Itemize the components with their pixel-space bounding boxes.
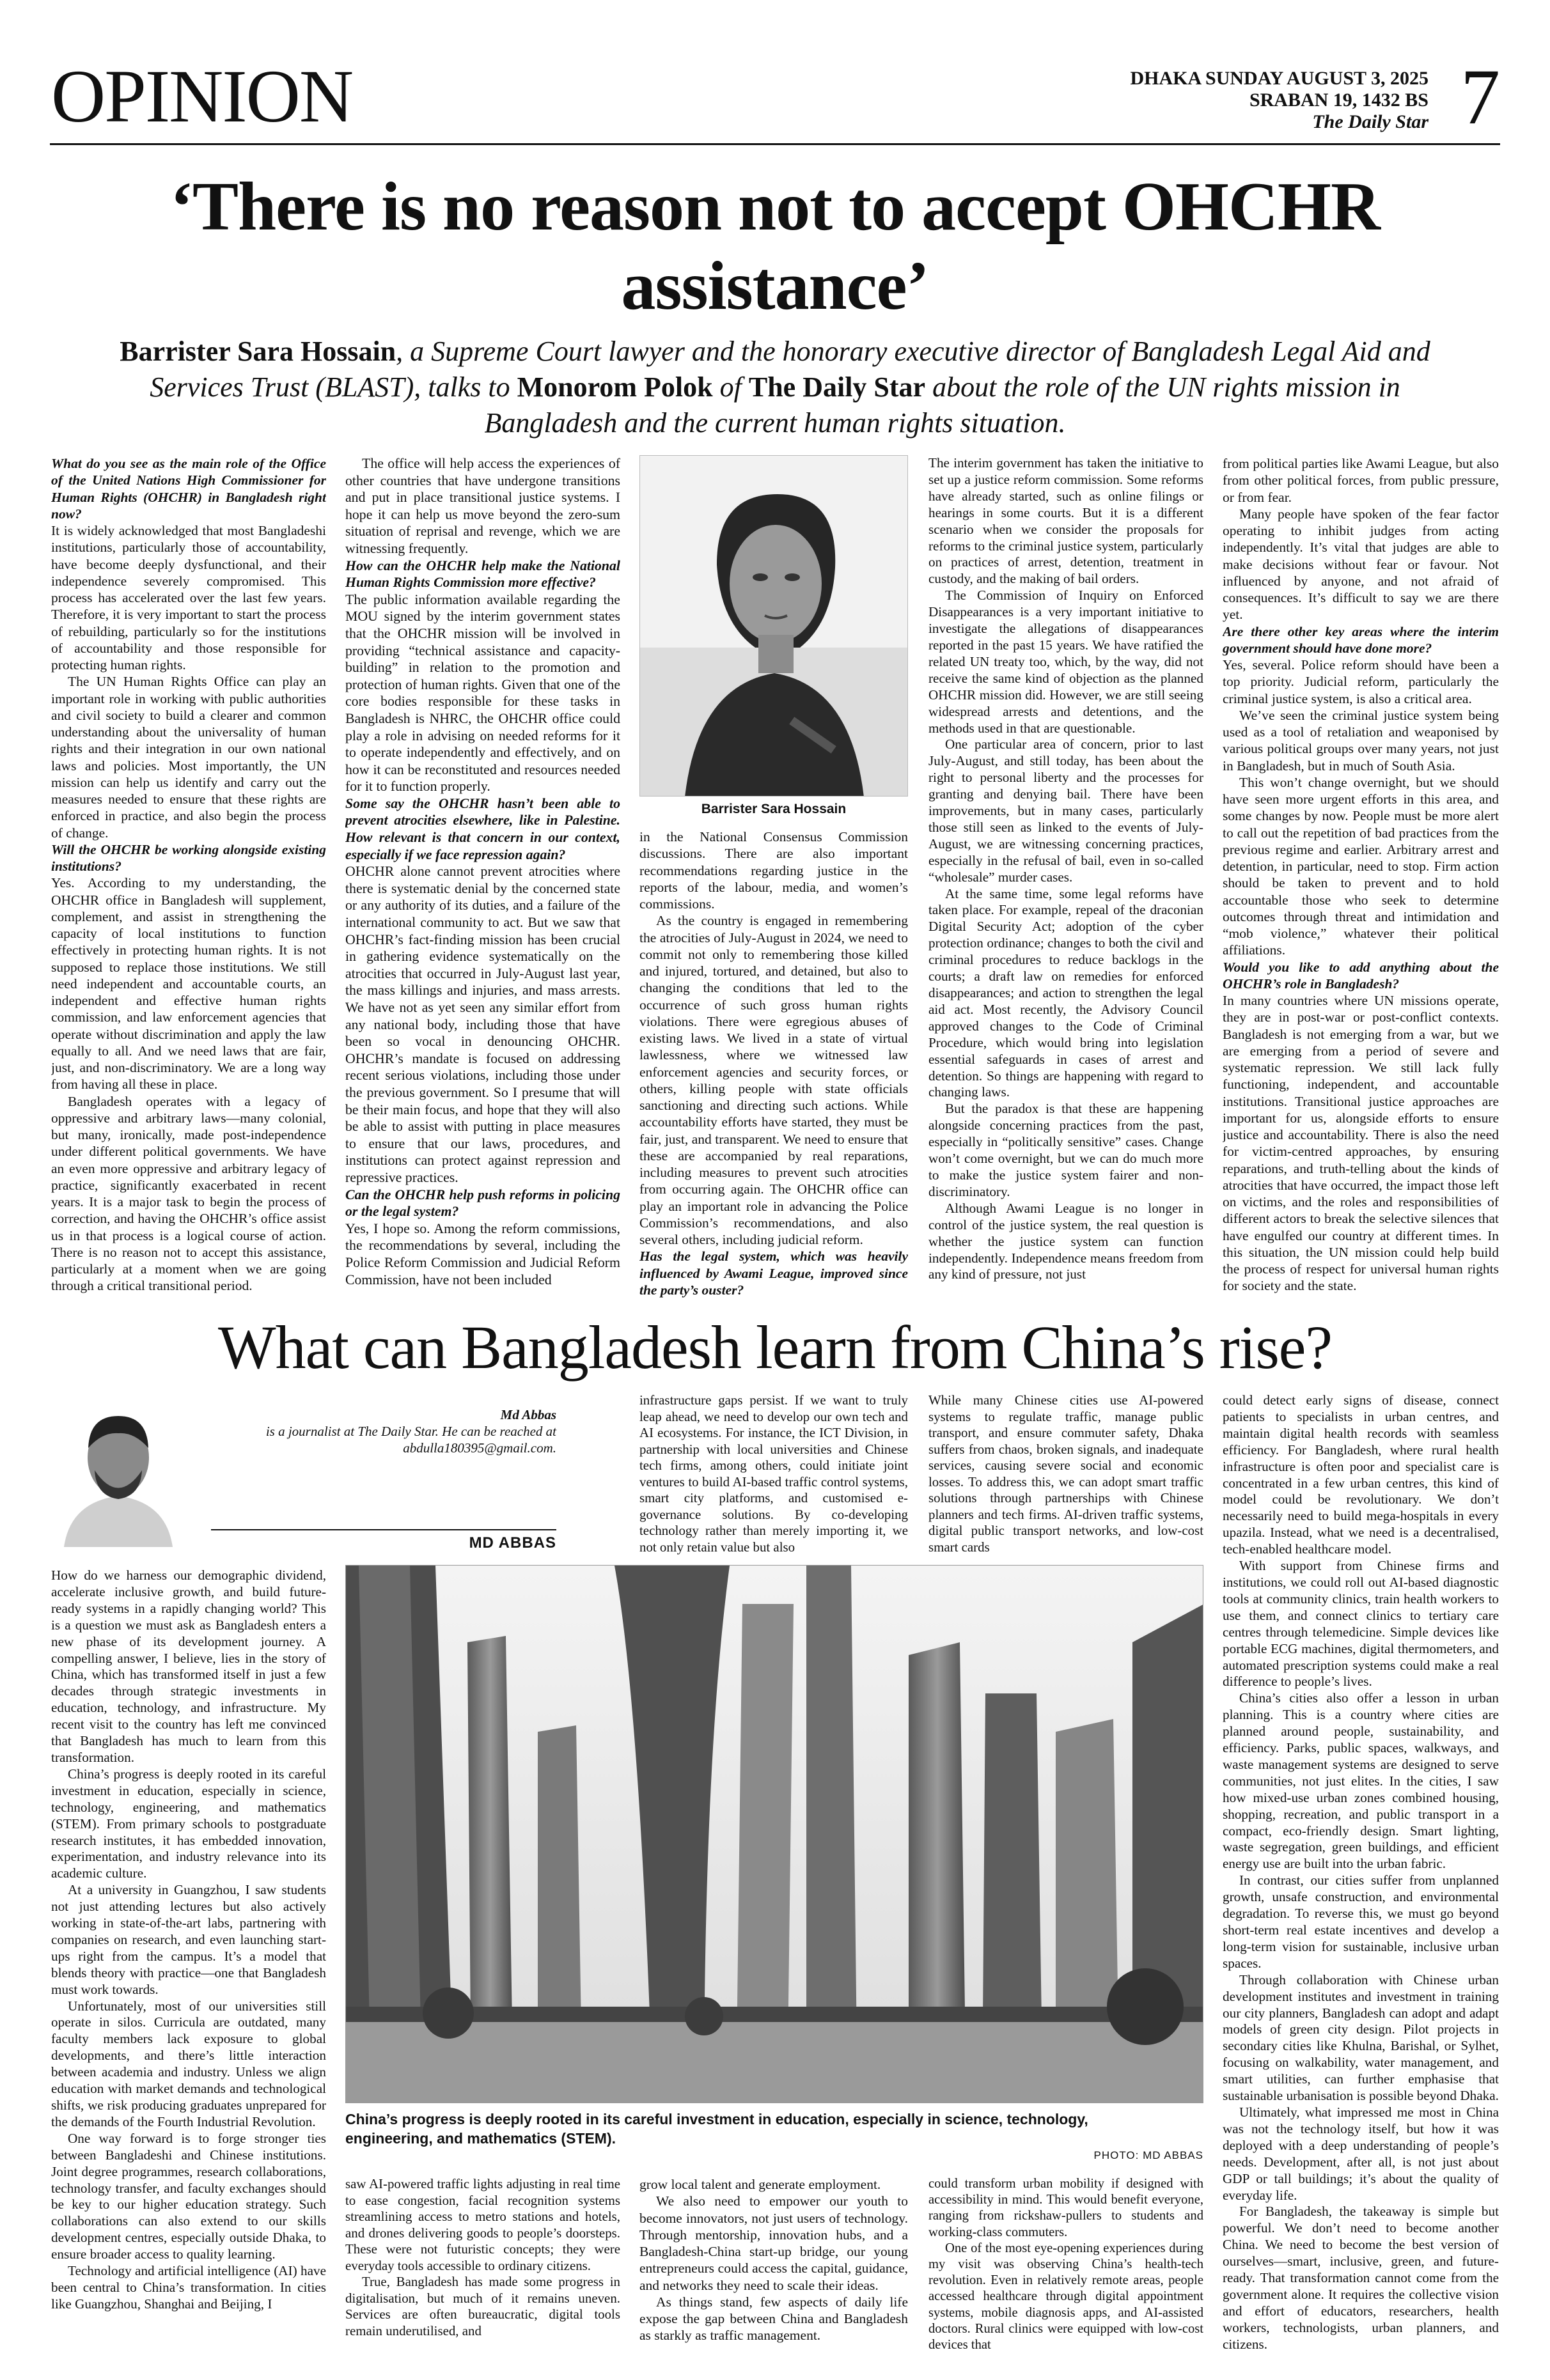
- paragraph: Bangladesh operates with a legacy of oppressive and arbitrary laws—many colonial, but many, ironically, made post-independence under different political governments. We have an even more oppressive and arbitrary legacy of practice, significantly exacerbated in recent years. It is a major task to begin the process of correction, and having the OHCHR’s office assist us in that process is a logical course of action. There is no reason not to accept this assistance, particularly at a moment when we are going through a critical transitional period.: [51, 1093, 326, 1294]
- paragraph: The UN Human Rights Office can play an important role in working with public authorities and civil society to build a clearer and common understanding about the universality of human rights and their integration in our own national laws and policies. Most importantly, the UN mission can help us identify and carry out the measures needed to ensure that these rights are enforced in practice, and also begin the process of change.: [51, 674, 326, 841]
- paragraph: Many people have spoken of the fear factor operating to inhibit judges from acting independently. It’s vital that judges are able to make decisions without fear or favour. Not influenced by anyone, and not afraid of consequences. It’s difficult to say we are there yet.: [1223, 506, 1499, 623]
- interview-question: Some say the OHCHR hasn’t been able to prevent atrocities elsewhere, like in Palestine. How relevant is that concern in our context, especially if we face repression again?: [345, 795, 620, 862]
- paragraph: from political parties like Awami League, but also from other political forces, from public pressure, or from fear.: [1223, 456, 1499, 505]
- article2-column-2: [345, 2176, 620, 2354]
- skyline-photo-credit: PHOTO: MD ABBAS: [1093, 2149, 1203, 2161]
- paragraph: We also need to empower our youth to become innovators, not just users of technology. Through mentorship, innovation hubs, and a Bangladesh-China start-up bridge, our young entrepreneurs could access the capital, guidance, and networks they need to scale their ideas.: [639, 2193, 908, 2293]
- article1-column-5: [1223, 455, 1499, 1298]
- article1-headline: ‘There is no reason not to accept OHCHR assistance’: [170, 169, 1380, 324]
- paragraph: OHCHR alone cannot prevent atrocities where there is systematic denial by the concerned state or any authority of its duties, and a failure of the international community to act. But we saw that OHCHR’s fact-finding mission has been crucial in gathering evidence systematically on the atrocities that occurred in July-August last year, the mass killings and injuries, and mass arrests. We have not as yet seen any similar effort from any national body, including those that have been so vocal in denouncing OHCHR. OHCHR’s mandate is focused on addressing recent serious violations, including those under the previous government. So I presume that will be their main focus, and hope that they will also be able to assist with putting in place measures to ensure that our laws, procedures, and institutions can protect against repression and repressive practices.: [345, 864, 620, 1185]
- interview-question: What do you see as the main role of the Office of the United Nations High Commissioner for Human Rights (OHCHR) in Bangladesh right now?: [51, 456, 326, 522]
- author-photo: [51, 1394, 185, 1547]
- interview-question: Would you like to add anything about the OHCHR’s role in Bangladesh?: [1223, 959, 1499, 992]
- paragraph: grow local talent and generate employment.: [639, 2177, 881, 2192]
- interview-question: Will the OHCHR be working alongside existing institutions?: [51, 841, 326, 874]
- paragraph: could detect early signs of disease, connect patients to specialists in urban centres, and maintain digital health records with seamless efficiency. For Bangladesh, where rural health infrastructure is often poor and specialist care is concentrated in a few urban centres, this kind of model could be revolutionary. We don’t necessarily need to build mega-hospitals in every upazila. Instead, what we need is a decentralised, tech-enabled healthcare model.: [1223, 1392, 1499, 1557]
- author-bio-text: is a journalist at The Daily Star. He can be reached at abdulla180395@gmail.com.: [265, 1424, 556, 1456]
- interview-question: Are there other key areas where the interim government should have done more?: [1223, 623, 1499, 656]
- paragraph: As things stand, few aspects of daily life expose the gap between China and Bangladesh as starkly as traffic management.: [639, 2294, 908, 2344]
- dateline: [1131, 68, 1429, 133]
- article2-column-5: [1223, 1392, 1499, 2354]
- article1-column-2: [345, 455, 620, 1298]
- interviewee-name: Barrister Sara Hossain: [120, 336, 396, 367]
- article2-column-1: [51, 1567, 326, 2354]
- paragraph: In many countries where UN missions operate, they are in post-war or post-conflict contexts. Bangladesh is not emerging from a war, but we are emerging from a period of severe and systematic repression. We still lack fully functioning, independent, and accountable institutions. Transitional justice approaches are important for us, alongside efforts to ensure justice and accountability. There is also the need for victim-centred approaches, by ensuring reparations, and truth-telling about the kinds of atrocities that have occurred, the impact those left on victims, and the roles and responsibilities of different actors to break the selective silences that have engulfed our country at different times. In this situation, the UN mission could help build the process of respect for universal human rights for society and the state.: [1223, 993, 1499, 1294]
- interview-question: How can the OHCHR help make the National Human Rights Commission more effective?: [345, 557, 620, 591]
- paragraph: As the country is engaged in remembering the atrocities of July-August in 2024, we need to commit not only to remembering those killed and injured, tortured, and detained, but also to changing the conditions that led to the occurrence of such gross human rights violations. There were egregious abuses of existing laws. We lived in a state of virtual lawlessness, where we witnessed law enforcement agencies and security forces, or others, killing people with state officials sanctioning and directing such actions. While accountability efforts have started, they must be fair, just, and transparent. We need to ensure that these are accompanied by real reparations, including measures to prevent such atrocities from occurring again. The OHCHR office can play an important role in advancing the Police Commission’s recommendations, and also several others, including judicial reform.: [639, 913, 908, 1247]
- paragraph: One of the most eye-opening experiences during my visit was observing China’s health-tech revolution. Even in relatively remote areas, people accessed healthcare through digital appointment systems, mobile diagnosis apps, and AI-assisted doctors. Rural clinics were equipped with low-cost devices that: [928, 2241, 1203, 2353]
- paragraph: With support from Chinese firms and institutions, we could roll out AI-based diagnostic tools at community clinics, train health workers to use them, and connect clinics to tertiary care centres through telemedicine. Simple devices like portable ECG machines, digital thermometers, and automated prescription systems could make a real difference to people’s lives.: [1223, 1558, 1499, 1690]
- paragraph: The interim government has taken the initiative to set up a justice reform commission. Some reforms have already started, such as online filings or hearings in some courts. But it is a different scenario when we consider the proposals for reforms to the criminal justice system, particularly on practices of arrest, detention, treatment in custody, and the making of bail orders.: [928, 455, 1203, 587]
- article1-column-4: [928, 455, 1203, 1298]
- date-gregorian: DHAKA SUNDAY AUGUST 3, 2025: [1130, 68, 1429, 89]
- paragraph: Yes, several. Police reform should have been a top priority. Judicial reform, particularly the criminal justice system, is also a critical area.: [1223, 657, 1499, 706]
- paragraph: At the same time, some legal reforms have taken place. For example, repeal of the draconian Digital Security Act; adoption of the cyber protection ordinance; changes to both the civil and criminal procedures to reduce backlogs in the courts; a draft law on remedies for enforced disappearances; and action to strengthen the legal aid act. Most recently, the Advisory Council approved changes to the Code of Criminal Procedure, which would bring into legislation essential safeguards in cases of arrest and detention. So things are happening with regard to changing laws.: [928, 885, 1203, 1100]
- paragraph: We’ve seen the criminal justice system being used as a tool of retaliation and weaponised by various political groups over many years, not just in Bangladesh, but in much of South Asia.: [1223, 707, 1499, 774]
- paragraph: The Commission of Inquiry on Enforced Disappearances is a very important initiative to investigate the allegations of disappearances reported in the past 15 years. We have ratified the related UN treaty too, which, by the way, did not receive the same kind of objection as the planned OHCHR mission did. However, we are still seeing widespread arrests and detentions, and the methods used in that are questionable.: [928, 587, 1203, 736]
- byline: MD ABBAS: [469, 1534, 556, 1552]
- byline-rule: [211, 1529, 556, 1530]
- paragraph: Unfortunately, most of our universities still operate in silos. Curricula are outdated, many faculty members lack exposure to global developments, and there’s little interaction between academia and industry. Unless we align education with market demands and technological shifts, we risk producing graduates unprepared for the demands of the Fourth Industrial Revolution.: [51, 1998, 326, 2129]
- paragraph: Yes, I hope so. Among the reform commissions, the recommendations by several, including the Police Reform Commission and Judicial Reform Commission, have not been included: [345, 1220, 620, 1287]
- paragraph: But the paradox is that these are happening alongside concerning practices from the past, especially in “politically sensitive” cases. Change won’t come overnight, but we can do much more to make the justice system fairer and non-discriminatory.: [928, 1101, 1203, 1199]
- author-bio-name: Md Abbas: [500, 1407, 556, 1422]
- paragraph: Yes. According to my understanding, the OHCHR office in Bangladesh will supplement, complement, and assist in strengthening the capacity of local institutions to function effectively in protecting human rights. It is not supposed to replace those institutions. We still need independent and accountable courts, an independent and effective human rights commission, and law enforcement agencies that operate without discrimination and apply the law equally to all. And we need laws that are fair, just, and non-discriminatory. We are a long way from having all these in place.: [51, 875, 326, 1093]
- date-bengali: SRABAN 19, 1432 BS: [1249, 89, 1429, 111]
- interviewer-name: Monorom Polok: [517, 371, 713, 403]
- standfirst-paper: The Daily Star: [748, 371, 926, 403]
- paragraph: One particular area of concern, prior to last July-August, and still today, has been about the right to personal liberty and the processes for granting and denying bail. There have been improvements, but in many cases, particularly those still seen as linked to the events of July-August, we are witnessing concerning practices, especially in the refusal of bail, even in so-called “wholesale” murder cases.: [928, 736, 1203, 885]
- article2-column-4-top: [928, 1392, 1203, 1556]
- paragraph: This won’t change overnight, but we should have seen more urgent efforts in this area, and some changes by now. People must be more alert to call out the repetition of bad practices from the previous regime and earlier. Arbitrary arrest and detention, in particular, need to stop. Firm action should be taken to prevent and to hold accountable those who seek to determine outcomes through threat and intimidation and “mob violence,” whatever their political affiliations.: [1223, 774, 1499, 958]
- interview-question: Has the legal system, which was heavily influenced by Awami League, improved since the party’s ouster?: [639, 1248, 908, 1298]
- paragraph: China’s progress is deeply rooted in its careful investment in education, especially in science, technology, engineering, and mathematics (STEM). From primary schools to postgraduate research institutes, it has embedded innovation, experimentation, and industry relevance into its academic culture.: [51, 1766, 326, 1881]
- paragraph: China’s cities also offer a lesson in urban planning. This is a country where cities are planned around people, sustainability, and efficiency. Parks, public spaces, walkways, and waste management systems are designed to serve communities, not just elites. In the cities, I saw how mixed-use urban zones combined housing, shopping, recreation, and public transport in a compact, eco-friendly design. Smart lighting, waste segregation, green buildings, and efficient energy use are built into the urban fabric.: [1223, 1690, 1499, 1872]
- article1-column-3: [639, 828, 908, 1298]
- city-skyline-photo: [345, 1565, 1203, 2103]
- paragraph: could transform urban mobility if designed with accessibility in mind. This would benefit everyone, ranging from rickshaw-pullers to students and working-class commuters.: [928, 2177, 1203, 2239]
- standfirst-text-3: about the role of the UN rights mission in Bangladesh and the current human rights situation.: [484, 371, 1400, 439]
- paragraph: For Bangladesh, the takeaway is simple but powerful. We don’t need to become another China. We need to become the best version of ourselves—smart, inclusive, green, and future-ready. That transformation cannot come from the government alone. It requires the collective vision and effort of educators, researchers, health workers, technologists, urban planners, and citizens.: [1223, 2204, 1499, 2352]
- standfirst-text-1: , a Supreme Court lawyer and the honorary executive director of Bangladesh Legal Aid and Services Trust (BLAST), talks to: [150, 336, 1430, 403]
- paragraph: While many Chinese cities use AI-powered systems to regulate traffic, manage public transport, and ensure commuter safety, Dhaka suffers from chaos, broken signals, and inadequate services, causing severe social and economic losses. To address this, we can adopt smart traffic solutions through partnerships with Chinese planners and tech firms. AI-driven traffic systems, digital public transport networks, and low-cost smart cards: [928, 1392, 1203, 1555]
- paragraph: Through collaboration with Chinese urban development institutes and investment in training our city planners, Bangladesh can adopt and adapt models of green city design. Pilot projects in secondary cities like Khulna, Barishal, or Sylhet, focusing on walkability, water management, and smart utilities, can further emphasise that sustainable urbanisation is possible beyond Dhaka.: [1223, 1972, 1499, 2104]
- paragraph: infrastructure gaps persist. If we want to truly leap ahead, we need to develop our own tech and AI ecosystems. For instance, the ICT Division, in partnership with local universities and Chinese tech firms, among others, could initiate joint ventures to build AI-based traffic control systems, smart city platforms, and customised e-governance solutions. By co-developing technology rather than merely importing it, we not only retain value but also: [639, 1392, 908, 1555]
- masthead-rule: [50, 143, 1500, 145]
- page-number: 7: [1460, 53, 1500, 141]
- interviewee-photo: [639, 455, 908, 797]
- paragraph: One way forward is to forge stronger ties between Bangladeshi and Chinese institutions. Joint degree programmes, research collaborations, technology transfer, and faculty exchanges should be key to our higher education strategy. Such collaborations can also extend to our skills development centres, especially outside Dhaka, to ensure broader access to quality learning.: [51, 2130, 326, 2262]
- paragraph: saw AI-powered traffic lights adjusting in real time to ease congestion, facial recognition systems streamlining access to metro stations and hotels, and drones delivering goods to people’s doorsteps. These were not futuristic concepts; they were everyday tools accessible to ordinary citizens.: [345, 2176, 620, 2273]
- article2-column-3-top: [639, 1392, 908, 1556]
- paragraph: in the National Consensus Commission discussions. There are also important recommendations regarding justice in the reports of the labour, media, and women’s commissions.: [639, 829, 908, 912]
- paragraph: How do we harness our demographic dividend, accelerate inclusive growth, and build future-ready systems in a rapidly changing world? This is a question we must ask as Bangladesh enters a new phase of its development journey. A compelling answer, I believe, lies in the story of China, which has transformed itself in just a few decades through strategic investments in education, technology, and infrastructure. My recent visit to the country has left me convinced that Bangladesh has much to learn from this transformation.: [51, 1567, 326, 1765]
- author-bio: [211, 1406, 556, 1456]
- section-title: OPINION: [51, 54, 353, 138]
- paper-name: The Daily Star: [1312, 111, 1429, 132]
- paragraph: In contrast, our cities suffer from unplanned growth, unsafe construction, and environmental degradation. To reverse this, we must go beyond short-term real estate incentives and develop a long-term vision for sustainable, inclusive urban spaces.: [1223, 1872, 1499, 1971]
- paragraph: The office will help access the experiences of other countries that have undergone transitions and put in place transitional justice systems. I hope it can help us move beyond the zero-sum situation of reprisal and revenge, which we are witnessing frequently.: [345, 456, 620, 556]
- paragraph: Ultimately, what impressed me most in China was not the technology itself, but how it was deployed with a deep understanding of people’s needs. Development, after all, is not just about GDP or tall buildings; it’s about the quality of everyday life.: [1223, 2104, 1499, 2203]
- paragraph: The public information available regarding the MOU signed by the interim government states that the OHCHR mission will be involved in providing “technical assistance and capacity-building” in relation to the promotion and protection of human rights. Given that one of the core bodies responsible for these tasks in Bangladesh is NHRC, the OHCHR office could play a role in advising on needed reforms for it to operate independently and effectively, and on how it can be reconstituted and resources needed for it to function properly.: [345, 591, 620, 795]
- article1-column-1: [51, 455, 326, 1298]
- paragraph: At a university in Guangzhou, I saw students not just attending lectures but also actively working in state-of-the-art labs, partnering with companies on research, and even launching start-ups right from the campus. It’s a model that blends theory with practice—one that Bangladesh must work towards.: [51, 1882, 326, 1997]
- paragraph: True, Bangladesh has made some progress in digitalisation, but much of it remains uneven. Services are often bureaucratic, digital tools remain underutilised, and: [345, 2274, 620, 2338]
- article2-column-4-bottom: [928, 2176, 1203, 2354]
- interviewee-photo-caption: Barrister Sara Hossain: [701, 802, 847, 816]
- article2-column-3-bottom: [639, 2176, 908, 2354]
- paragraph: Technology and artificial intelligence (AI) have been central to China’s transformation. In cities like Guangzhou, Shanghai and Beijing, I: [51, 2263, 326, 2312]
- paragraph: Although Awami League is no longer in control of the justice system, the real question is whether the justice system can function independently. Independence means freedom from any kind of pressure, not just: [928, 1200, 1203, 1282]
- article1-standfirst: [90, 334, 1460, 441]
- interview-question: Can the OHCHR help push reforms in policing or the legal system?: [345, 1186, 620, 1220]
- article2-headline: What can Bangladesh learn from China’s rise?: [217, 1313, 1333, 1381]
- standfirst-text-2: of: [712, 371, 749, 403]
- paragraph: It is widely acknowledged that most Bangladeshi institutions, particularly those of accountability, have become deeply dysfunctional, and their independence severely compromised. This process has accelerated over the last few years. Therefore, it is very important to start the process of rebuilding, particularly so for the institutions of accountability and those responsible for protecting human rights.: [51, 523, 326, 673]
- skyline-photo-caption: China’s progress is deeply rooted in its careful investment in education, especially in science, technology, engineering, and mathematics (STEM).: [345, 2111, 1088, 2147]
